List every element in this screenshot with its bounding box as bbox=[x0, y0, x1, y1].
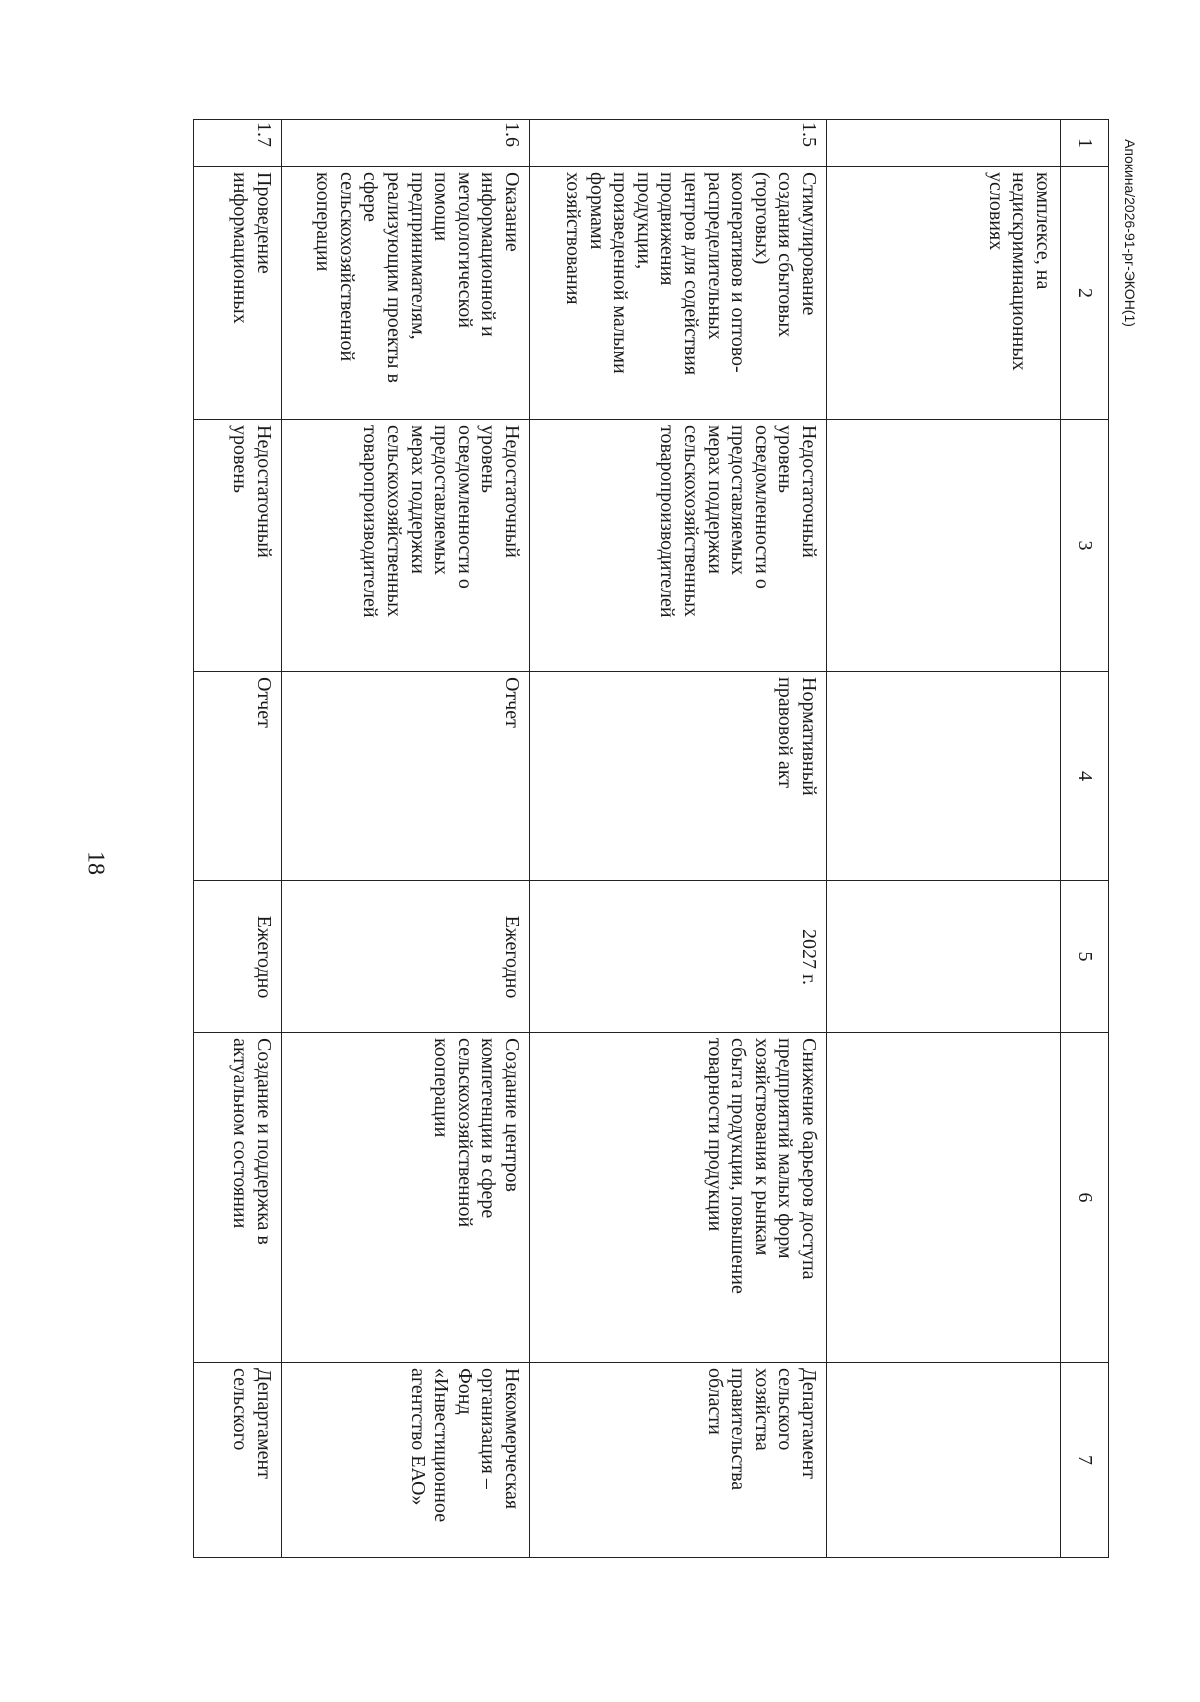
document-cell: Нормативный правовой акт bbox=[530, 672, 827, 881]
measures-table-container bbox=[180, 119, 1109, 1557]
column-header: 7 bbox=[1061, 1363, 1109, 1558]
term-cell: 2027 г. bbox=[530, 881, 827, 1033]
document-cell bbox=[827, 672, 1061, 881]
column-header: 2 bbox=[1061, 167, 1109, 420]
responsible-cell: Некоммерческая организация – Фонд «Инвестиционное агентство ЕАО» bbox=[282, 1363, 530, 1558]
result-cell bbox=[827, 1033, 1061, 1363]
header-row bbox=[1061, 120, 1109, 1558]
column-header: 5 bbox=[1061, 881, 1109, 1033]
document-code: Апокина/2026-91-рг-ЭКОН(1) bbox=[1122, 139, 1138, 327]
column-header: 4 bbox=[1061, 672, 1109, 881]
table-row bbox=[530, 120, 827, 1558]
table-row bbox=[282, 120, 530, 1558]
page-number: 18 bbox=[82, 851, 109, 875]
table-row bbox=[827, 120, 1061, 1558]
problem-cell: Недостаточный уровень осведомленности о предоставляемых мерах поддержки сельскохозяйственных товаропроизводителей bbox=[530, 420, 827, 672]
term-cell: Ежегодно bbox=[194, 881, 282, 1033]
responsible-cell bbox=[827, 1363, 1061, 1558]
document-cell: Отчет bbox=[282, 672, 530, 881]
result-cell: Создание центров компетенции в сфере сельскохозяйственной кооперации bbox=[282, 1033, 530, 1363]
term-cell: Ежегодно bbox=[282, 881, 530, 1033]
problem-cell: Недостаточный уровень осведомленности о предоставляемых мерах поддержки сельскохозяйственных товаропроизводителей bbox=[282, 420, 530, 672]
column-header: 3 bbox=[1061, 420, 1109, 672]
row-number-cell: 1.6 bbox=[282, 120, 530, 167]
problem-cell: Недостаточный уровень bbox=[194, 420, 282, 672]
term-cell bbox=[827, 881, 1061, 1033]
responsible-cell: Департамент сельского хозяйства правительства области bbox=[530, 1363, 827, 1558]
table-row bbox=[194, 120, 282, 1558]
row-number-cell: 1.7 bbox=[194, 120, 282, 167]
problem-cell bbox=[827, 420, 1061, 672]
measure-cell: Стимулирование создания сбытовых (торговых) кооперативов и оптово- распределительных центров для содействия продвижения продукции, произведенной малыми формами хозяйствования bbox=[530, 167, 827, 420]
responsible-cell: Департамент сельского bbox=[194, 1363, 282, 1558]
document-cell: Отчет bbox=[194, 672, 282, 881]
column-header: 6 bbox=[1061, 1033, 1109, 1363]
result-cell: Снижение барьеров доступа предприятий малых форм хозяйствования к рынкам сбыта продукции, повышение товарности продукции bbox=[530, 1033, 827, 1363]
measure-cell: Оказание информационной и методологической помощи предпринимателям, реализующим проекты в сфере сельскохозяйственной кооперации bbox=[282, 167, 530, 420]
column-header: 1 bbox=[1061, 120, 1109, 167]
row-number-cell bbox=[827, 120, 1061, 167]
measure-cell: комплексе, на недискриминационных условиях bbox=[827, 167, 1061, 420]
measures-table bbox=[193, 119, 1109, 1558]
result-cell: Создание и поддержка в актуальном состоянии bbox=[194, 1033, 282, 1363]
measure-cell: Проведение информационных bbox=[194, 167, 282, 420]
row-number-cell: 1.5 bbox=[530, 120, 827, 167]
